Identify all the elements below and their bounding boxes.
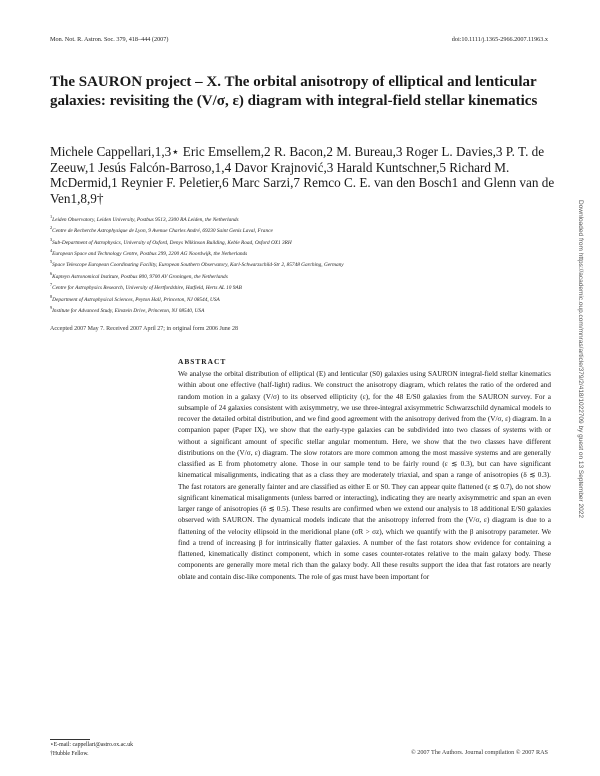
affiliation-item: $^7$Centre for Astrophysics Research, University of Hertfordshire, Hatfield, Herts AL 10 9AB: [50, 282, 242, 291]
doi[interactable]: doi:10.1111/j.1365-2966.2007.11963.x: [451, 36, 548, 43]
abstract-heading: ABSTRACT: [178, 357, 227, 366]
download-watermark-text[interactable]: Downloaded from https://academic.oup.com/mnras/article/379/2/418/1022709 by guest on 13 September 2022: [577, 200, 584, 518]
download-watermark: [574, 200, 584, 590]
copyright-notice: © 2007 The Authors. Journal compilation © 2007 RAS: [411, 749, 548, 756]
affiliation-item: $^6$Kapteyn Astronomical Institute, Postbus 800, 9700 AV Groningen, the Netherlands: [50, 270, 228, 280]
affiliation-item: $^8$Department of Astrophysical Sciences, Peyton Hall, Princeton, NJ 08544, USA: [50, 293, 220, 303]
abstract-text: We analyse the orbital distribution of elliptical (E) and lenticular (S0) galaxies using SAURON integral-field stellar kinematics within about one effective (half-light) radius. We construct the anisotropy diagram, which relates the ratio of the ordered and random motion in a galaxy (V/σ) to its observed ellipticity (ε), for the 48 E/S0 galaxies from the SAURON survey. For a subsample of 24 galaxies consistent with axisymmetry, we use three-integral axisymmetric Schwarzschild dynamical models to recover the detailed orbital distribution, and we find good agreement with the anisotropy derived from the (V/σ, ε) diagram. In a companion paper (Paper IX), we show that the early-type galaxies can be subdivided into two classes of systems with or without a significant amount of specific stellar angular momentum. Here, we show that the two classes have different distributions on the (V/σ, ε) diagram. The slow rotators are more common among the most massive systems and are generally classified as E from photometry alone. Those in our sample tend to be fairly round (ε ≲ 0.3), but can have significant kinematical misalignments, indicating that as a class they are moderately triaxial, and span a range of anisotropies (δ ≲ 0.3). The fast rotators are generally fainter and are classified as either E or S0. They can appear quite flattened (ε ≲ 0.7), do not show significant kinematical misalignments (unless barred or interacting), indicating they are nearly axisymmetric and span an even larger range of anisotropies (δ ≲ 0.5). These results are confirmed when we extend our analysis to 18 additional E/S0 galaxies observed with SAURON. The dynamical models indicate that the anisotropy inferred from the (V/σ, ε) diagram is due to a flattening of the velocity ellipsoid in the meridional plane (σR > σz), which we quantify with the β anisotropy parameter. We find a trend of increasing β for intrinsically flatter galaxies. A number of the fast rotators show evidence for containing a flattened, kinematically distinct component, which in some cases counter-rotates relative to the main galaxy body. These components are generally more metal rich than the galaxy body. All these results support the idea that fast rotators are nearly oblate and contain disc-like components. The role of gas must have been important for: [178, 370, 551, 581]
affiliation-item: $^9$Institute for Advanced Study, Einstein Drive, Princeton, NJ 08540, USA: [50, 304, 205, 314]
paper-title: The SAURON project – X. The orbital anisotropy of elliptical and lenticular galaxies: revisiting the (V/σ, ε) diagram with integral-field stellar kinematics: [50, 74, 538, 109]
author-list: Michele Cappellari,1,3⋆ Eric Emsellem,2 R. Bacon,2 M. Bureau,3 Roger L. Davies,3 P. T. de Zeeuw,1 Jesús Falcón-Barroso,1,4 Davor Krajnović,3 Harald Kuntschner,5 Richard M. McDermid,1 Reynier F. Peletier,6 Marc Sarzi,7 Remco C. E. van den Bosch1 and Glenn van de Ven1,8,9†: [50, 144, 555, 206]
affiliation-item: $^3$Sub-Department of Astrophysics, University of Oxford, Denys Wilkinson Building, Keble Road, Oxford OX1 3RH: [50, 236, 292, 246]
affiliation-item: $^2$Centre de Recherche Astrophysique de Lyon, 9 Avenue Charles André, 69230 Saint Genis Laval, France: [50, 225, 273, 235]
affiliation-item: $^5$Space Telescope European Coordinating Facility, European Southern Observatory, Karl-Schwarzschild-Str 2, 85748 Garching, Germany: [50, 259, 344, 269]
affiliation-list: [50, 213, 550, 315]
journal-citation: Mon. Not. R. Astron. Soc. 379, 418–444 (2007): [50, 36, 169, 43]
footnote-hubble-fellow: †Hubble Fellow.: [50, 751, 89, 757]
accepted-dates: Accepted 2007 May 7. Received 2007 April 27; in original form 2006 June 28: [50, 326, 238, 332]
footnote-rule: [50, 739, 90, 740]
affiliation-item: $^1$Leiden Observatory, Leiden University, Postbus 9513, 2300 RA Leiden, the Netherlands: [50, 214, 239, 223]
affiliation-item: $^4$European Space and Technology Centre, Postbus 299, 2200 AG Noordwijk, the Netherlands: [50, 248, 248, 257]
footnote-email[interactable]: ⋆E-mail: cappellari@astro.ox.ac.uk: [50, 742, 134, 748]
